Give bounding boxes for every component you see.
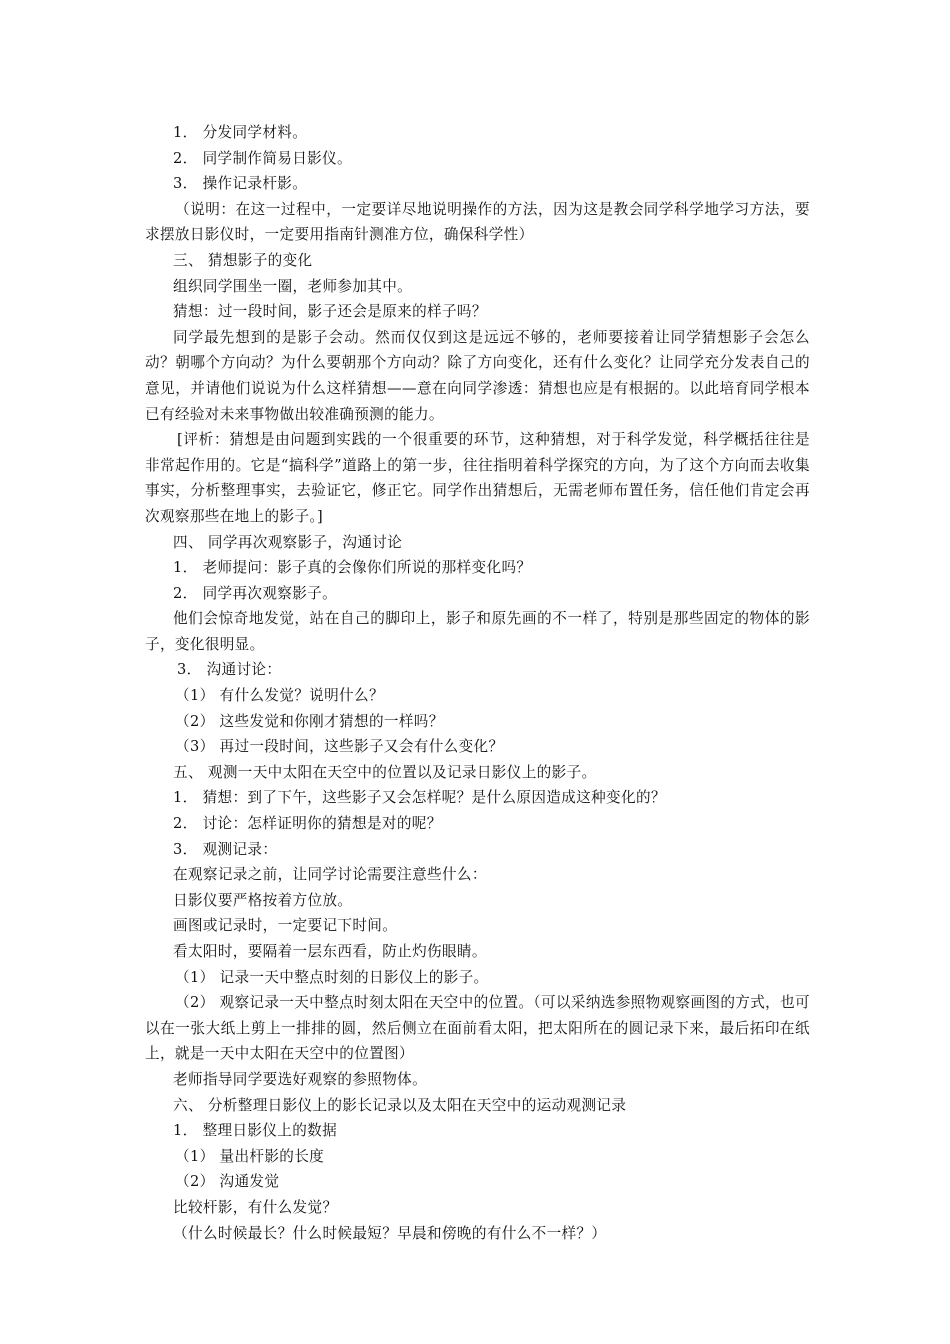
text-line: 猜想：过一段时间，影子还会是原来的样子吗？ [173,303,487,321]
text-line: 组织同学围坐一圈，老师参加其中。 [173,277,413,295]
section-heading: 六、 分析整理日影仪上的影长记录以及太阳在天空中的运动观测记录 [173,1096,627,1114]
text-line: 老师指导同学要选好观察的参照物体。 [173,1070,428,1088]
step-line: 3． 沟通讨论： [177,661,282,679]
step-line: 1． 猜想：到了下午，这些影子又会怎样呢？是什么原因造成这种变化的？ [173,789,666,807]
text-line: 在观察记录之前，让同学讨论需要注意些什么： [173,866,487,884]
sub-item: （1） 量出杆影的长度 [175,1147,325,1165]
step-line: 2． 同学再次观察影子。 [173,584,338,602]
section-heading: 四、 同学再次观察影子，沟通讨论 [173,533,403,551]
body-paragraph: 同学最先想到的是影子会动。然而仅仅到这是远远不够的，老师要接着让同学猜想影子会怎么动？朝哪个方向动？为什么要朝那个方向动？除了方向变化，还有什么变化？让同学充分发表自己的意见，并请他们说说为什么这样猜想——意在向同学渗透：猜想也应是有根据的。以此培育同学根本已有经验对未来事物做出较准确预测的能力。 [145,328,810,423]
step-line: 1． 分发同学材料。 [173,124,308,141]
note-paragraph: （说明：在这一过程中，一定要详尽地说明操作的方法，因为这是教会同学科学地学习方法，要求摆放日影仪时，一定要用指南针测准方位，确保科学性） [145,200,810,244]
sub-item: （2） 沟通发觉 [175,1173,280,1191]
text-line: 比较杆影，有什么发觉？ [173,1198,338,1216]
commentary-paragraph: [评析：猜想是由问题到实践的一个很重要的环节，这种猜想，对于科学发觉，科学概括往往是非常起作用的。它是“搞科学”道路上的第一步，往往指明着科学探究的方向，为了这个方向而去收集事实，分析整理事实，去验证它，修正它。同学作出猜想后，无需老师布置任务，信任他们肯定会再次观察那些在地上的影子。] [145,431,810,525]
sub-item: （1） 记录一天中整点时刻的日影仪上的影子。 [175,968,489,986]
step-line: 1． 整理日影仪上的数据 [173,1122,338,1140]
document-body [145,120,810,1246]
text-line: 日影仪要严格按着方位放。 [173,891,353,909]
section-heading: 三、 猜想影子的变化 [173,251,313,269]
step-line: 2． 同学制作简易日影仪。 [173,149,353,167]
step-line: 3． 观测记录： [173,840,278,858]
sub-item: （2） 这些发觉和你刚才猜想的一样吗？ [175,712,444,730]
sub-item: （1） 有什么发觉？说明什么？ [175,687,384,705]
text-line: （什么时候最长？什么时候最短？早晨和傍晚的有什么不一样？） [173,1224,607,1242]
text-line: 看太阳时，要隔着一层东西看，防止灼伤眼睛。 [173,943,487,960]
sub-item-paragraph: （2） 观察记录一天中整点时刻太阳在天空中的位置。（可以采纳选参照物观察画图的方式，也可以在一张大纸上剪上一排排的圆，然后侧立在面前看太阳，把太阳所在的圆记录下来，最后拓印在纸上，就是一天中太阳在天空中的位置图） [145,994,810,1063]
sub-item: （3） 再过一段时间，这些影子又会有什么变化？ [175,738,504,756]
section-heading: 五、 观测一天中太阳在天空中的位置以及记录日影仪上的影子。 [173,763,597,781]
text-line: 画图或记录时，一定要记下时间。 [173,917,398,935]
body-paragraph: 他们会惊奇地发觉，站在自己的脚印上，影子和原先画的不一样了，特别是那些固定的物体的影子，变化很明显。 [145,610,810,653]
step-line: 1． 老师提问：影子真的会像你们所说的那样变化吗？ [173,559,532,577]
step-line: 3． 操作记录杆影。 [173,175,308,193]
step-line: 2． 讨论：怎样证明你的猜想是对的呢？ [173,815,442,833]
